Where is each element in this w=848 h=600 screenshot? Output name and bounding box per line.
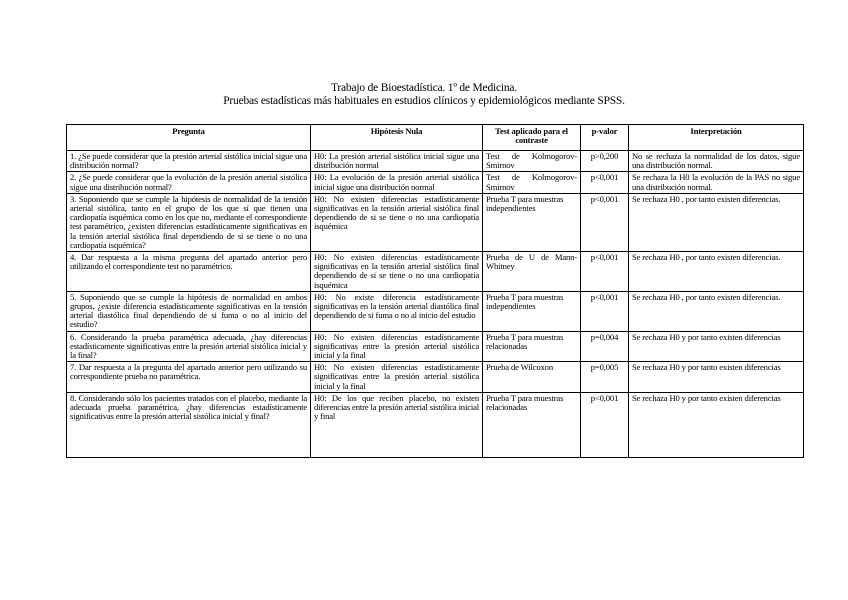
table-row <box>67 331 804 362</box>
cell-pvalor: p<0,001 <box>581 172 629 193</box>
cell-pvalor: p=0,004 <box>581 331 629 362</box>
column-header: Pregunta <box>67 125 311 151</box>
column-header: Hipótesis Nula <box>311 125 483 151</box>
cell-hipotesis: H0: De los que reciben placebo, no existen diferencias entre la presión arterial sistólica inicial y final <box>311 392 483 457</box>
cell-hipotesis: H0: La presión arterial sistólica inicial sigue una distribución normal <box>311 151 483 172</box>
cell-interpretacion: Se rechaza H0 y por tanto existen diferencias <box>629 362 804 393</box>
cell-test: Test de Kolmogorov-Smirnov <box>483 151 581 172</box>
cell-pregunta: 2. ¿Se puede considerar que la evolución de la presión arterial sistólica sigue una distribución normal? <box>67 172 311 193</box>
cell-interpretacion: Se rechaza H0 , por tanto existen diferencias. <box>629 193 804 251</box>
table-row <box>67 193 804 251</box>
cell-pvalor: p<0,001 <box>581 193 629 251</box>
table-row <box>67 172 804 193</box>
cell-interpretacion: No se rechaza la normalidad de los datos, sigue una distribución normal. <box>629 151 804 172</box>
cell-test: Prueba T para muestras relacionadas <box>483 392 581 457</box>
cell-interpretacion: Se rechaza H0 , por tanto existen diferencias. <box>629 291 804 331</box>
cell-interpretacion: Se rechaza H0 y por tanto existen diferencias <box>629 331 804 362</box>
title-line-1: Trabajo de Bioestadística. 1º de Medicina. <box>330 82 518 94</box>
cell-pregunta: 4. Dar respuesta a la misma pregunta del apartado anterior pero utilizando el correspondiente test no paramétrico. <box>67 252 311 292</box>
document-title <box>0 82 848 108</box>
column-header: Interpretación <box>629 125 804 151</box>
cell-test: Test de Kolmogorov-Smirnov <box>483 172 581 193</box>
cell-pregunta: 5. Suponiendo que se cumple la hipótesis de normalidad en ambos grupos, ¿existe diferencia estadísticamente significativas en la tensión arterial diastólica final dependiendo de si fuma o no al inicio del estudio? <box>67 291 311 331</box>
statistics-table <box>66 124 804 458</box>
cell-pregunta: 1. ¿Se puede considerar que la presión arterial sistólica inicial sigue una distribución normal? <box>67 151 311 172</box>
cell-hipotesis: H0: No existen diferencias estadísticamente significativas entre la presión arterial sistólica inicial y la final <box>311 331 483 362</box>
table-header-row <box>67 125 804 151</box>
table-row <box>67 392 804 457</box>
cell-hipotesis: H0: No existen diferencias estadísticamente significativas en la tensión arterial sistólica final dependiendo de si se tiene o no una cardiopatía isquémica <box>311 193 483 251</box>
cell-pregunta: 3. Suponiendo que se cumple la hipótesis de normalidad de la tensión arterial sistólica, tanto en el grupo de los que sí que tienen una cardiopatía isquémica como en los que no, mediante el correspondiente test paramétrico, ¿existen diferencias estadísticamente significativas en la tensión arterial sistólica final dependiendo de si se tiene o no una cardiopatía isquémica? <box>67 193 311 251</box>
cell-pregunta: 6. Considerando la prueba paramétrica adecuada, ¿hay diferencias estadísticamente significativas entre la presión arterial sistólica inicial y la final? <box>67 331 311 362</box>
cell-interpretacion: Se rechaza H0 , por tanto existen diferencias. <box>629 252 804 292</box>
cell-pregunta: 8. Considerando sólo los pacientes tratados con el placebo, mediante la adecuada prueba paramétrica, ¿hay diferencias estadísticamente significativas entre la presión arterial sistólica inicial y final? <box>67 392 311 457</box>
cell-pvalor: p=0,005 <box>581 362 629 393</box>
cell-interpretacion: Se rechaza la H0 la evolución de la PAS no sigue una distribución normal. <box>629 172 804 193</box>
cell-test: Prueba de U de Mann-Whitney <box>483 252 581 292</box>
table-row <box>67 362 804 393</box>
table-row <box>67 252 804 292</box>
cell-pvalor: p>0,200 <box>581 151 629 172</box>
cell-hipotesis: H0: No existen diferencias estadísticamente significativas en la tensión arterial sistólica final dependiendo de si se tiene o no una cardiopatía isquémica <box>311 252 483 292</box>
cell-hipotesis: H0: La evolución de la presión arterial sistólica inicial sigue una distribución normal <box>311 172 483 193</box>
cell-interpretacion: Se rechaza H0 y por tanto existen diferencias <box>629 392 804 457</box>
cell-hipotesis: H0: No existen diferencias estadísticamente significativas entre la presión arterial sistólica inicial y la final <box>311 362 483 393</box>
cell-test: Prueba T para muestras independientes <box>483 291 581 331</box>
cell-pregunta: 7. Dar respuesta a la pregunta del apartado anterior pero utilizando su correspondiente prueba no paramétrica. <box>67 362 311 393</box>
column-header: p-valor <box>581 125 629 151</box>
table-row <box>67 151 804 172</box>
column-header: Test aplicado para el contraste <box>483 125 581 151</box>
table-row <box>67 291 804 331</box>
title-line-2: Pruebas estadísticas más habituales en estudios clínicos y epidemiológicos mediante SPSS. <box>223 95 625 107</box>
cell-hipotesis: H0: No existe diferencia estadísticamente significativas en la tensión arterial diastólica final dependiendo de si fuma o no al inicio del estudio <box>311 291 483 331</box>
cell-test: Prueba de Wilcoxon <box>483 362 581 393</box>
cell-pvalor: p<0,001 <box>581 291 629 331</box>
cell-pvalor: p<0,001 <box>581 252 629 292</box>
cell-test: Prueba T para muestras independientes <box>483 193 581 251</box>
cell-pvalor: p<0,001 <box>581 392 629 457</box>
cell-test: Prueba T para muestras relacionadas <box>483 331 581 362</box>
